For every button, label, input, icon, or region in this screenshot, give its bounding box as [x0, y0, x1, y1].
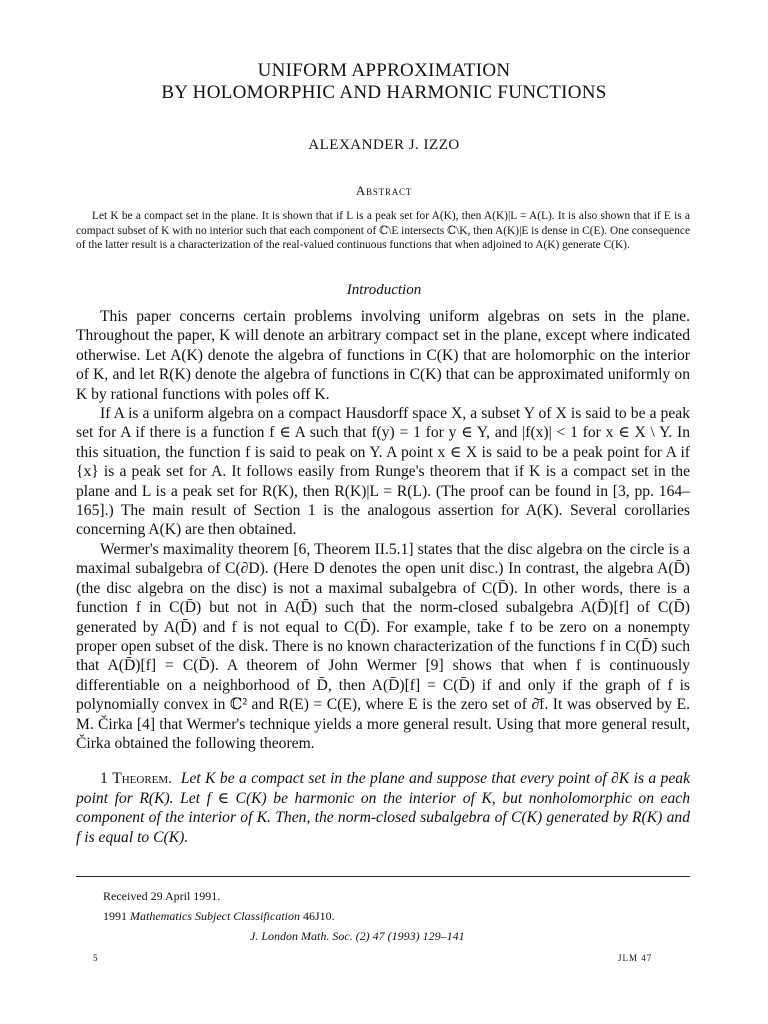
journal-code: JLM 47 — [618, 953, 653, 963]
title-line-2: BY HOLOMORPHIC AND HARMONIC FUNCTIONS — [161, 82, 607, 103]
received-date: Received 29 April 1991. — [103, 889, 221, 903]
author: ALEXANDER J. IZZO — [308, 137, 460, 153]
title-line-1: UNIFORM APPROXIMATION — [257, 60, 511, 81]
paragraph-2: If A is a uniform algebra on a compact Hausdorff space X, a subset Y of X is said to be a peak set for A if there is a function f ∈ A such that f(y) = 1 for y ∈ Y, and |f(x)| < 1 for x ∈ X \ Y. In this situation, the function f is said to peak on Y. A point x ∈ X is said to be a peak point for A if {x} is a peak set for A. It follows easily from Runge's theorem that if K is a compact set in the plane and L is a peak set for R(K), then R(K)|L = R(L). (The proof can be found in [3, pp. 164–165].) The main result of Section 1 is the analogous assertion for A(K). Several corollaries concerning A(K) are then obtained. — [76, 405, 690, 539]
section-heading-introduction: Introduction — [346, 282, 422, 298]
paragraph-3: Wermer's maximality theorem [6, Theorem II.5.1] states that the disc algebra on the circle is a maximal subalgebra of C(∂D). (Here D denotes the open unit disc.) In contrast, the algebra A(D̄) (the disc algebra on the disc) is not a maximal subalgebra of C(D̄). In other words, there is a function f in C(D̄) but not in A(D̄) such that the norm-closed subalgebra A(D̄)[f] of C(D̄) generated by A(D̄) and f is not equal to C(D̄). For example, take f to be zero on a nonempty proper open subset of the disk. There is no known characterization of the functions f in C(D̄) such that A(D̄)[f] = C(D̄). A theorem of John Wermer [9] shows that when f is continuously differentiable on a neighborhood of D̄, then A(D̄)[f] = C(D̄) if and only if the graph of f is polynomially convex in ℂ² and R(E) = C(E), where E is the zero set of ∂̄f. It was observed by E. M. Čirka [4] that Wermer's technique yields a more general result. Using that more general result, Čirka obtained the following theorem. — [76, 540, 690, 752]
abstract-heading: Abstract — [355, 183, 413, 198]
theorem-1 — [76, 769, 690, 847]
theorem-statement: Let K be a compact set in the plane and suppose that every point of ∂K is a peak point for R(K). Let f ∈ C(K) be harmonic on the interior of K, but nonholomorphic on each component of the interior of K. Then, the norm-closed subalgebra of C(K) generated by R(K) and f is equal to C(K). — [76, 770, 691, 846]
abstract — [76, 209, 690, 253]
journal-citation: J. London Math. Soc. (2) 47 (1993) 129–141 — [250, 929, 465, 943]
theorem-label: Theorem. — [112, 770, 173, 788]
page-number: 5 — [93, 953, 98, 963]
paragraph-1: This paper concerns certain problems involving uniform algebras on sets in the plane. Throughout the paper, K will denote an arbitrary compact set in the plane, except where indicated otherwise. Let A(K) denote the algebra of functions in C(K) that are holomorphic on the interior of K, and let R(K) denote the algebra of functions in C(K) that can be approximated uniformly on K by rational functions with poles off K. — [76, 308, 690, 403]
footnote-rule — [76, 876, 690, 877]
abstract-text: Let K be a compact set in the plane. It is shown that if L is a peak set for A(K), then A(K)|L = A(L). It is also shown that if E is a compact subset of K with no interior such that each component of ℂ\E intersects ℂ\K, then A(K)|E is dense in C(E). One consequence of the latter result is a characterization of the real-valued continuous functions that when adjoined to A(K) generate C(K). — [76, 210, 690, 251]
theorem-number: 1 — [100, 770, 108, 788]
introduction-body — [76, 307, 690, 847]
msc-label: Mathematics Subject Classification — [130, 909, 300, 923]
msc-code: 46J10. — [302, 909, 335, 923]
msc-year: 1991 — [103, 909, 127, 923]
msc-classification — [103, 909, 335, 923]
